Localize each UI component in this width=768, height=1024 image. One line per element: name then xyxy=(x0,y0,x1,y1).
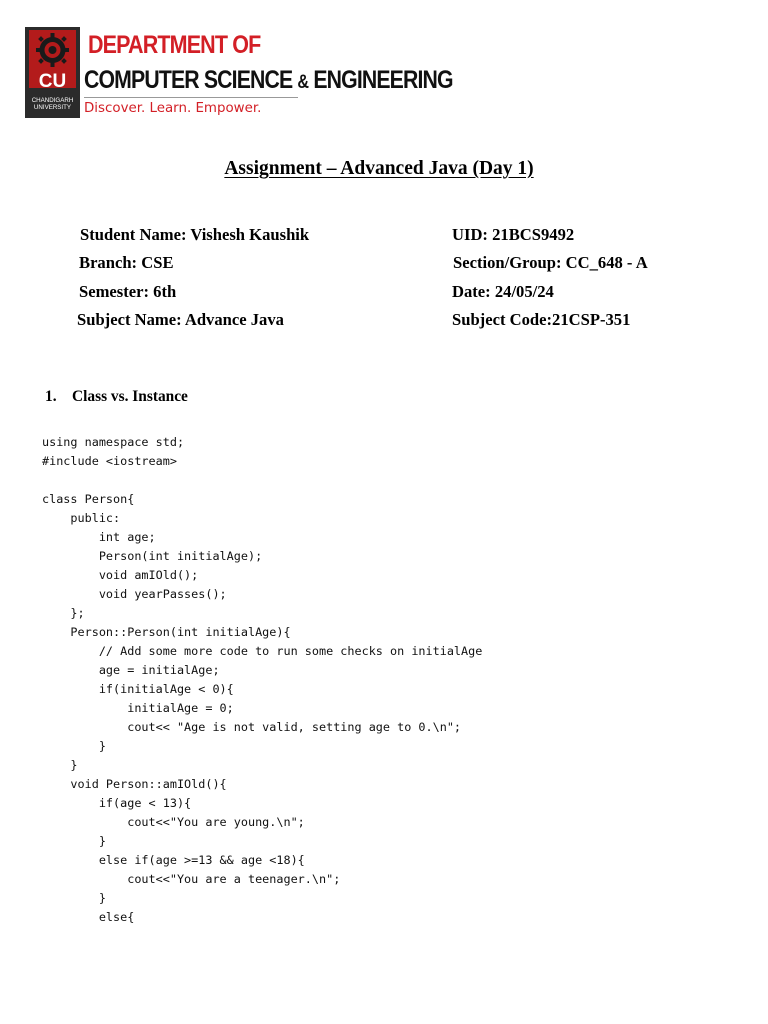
student-section: Section/Group: CC_648 - A xyxy=(453,253,648,272)
code-line: } xyxy=(42,758,78,772)
code-line: } xyxy=(42,739,106,753)
code-line: if(age < 13){ xyxy=(42,796,192,810)
code-line: public: xyxy=(42,511,121,525)
section-heading xyxy=(45,388,188,406)
department-subtitle: COMPUTER SCIENCE & ENGINEERING xyxy=(84,66,453,94)
code-line: void yearPasses(); xyxy=(42,587,227,601)
code-line: else{ xyxy=(42,910,135,924)
student-semester: Semester: 6th xyxy=(79,282,177,301)
code-line: void Person::amIOld(){ xyxy=(42,777,227,791)
code-line: int age; xyxy=(42,530,156,544)
assignment-title: Assignment – Advanced Java (Day 1) xyxy=(224,158,534,179)
code-line xyxy=(42,471,482,490)
subject-name: Subject Name: Advance Java xyxy=(77,310,284,329)
code-line: #include <iostream> xyxy=(42,454,177,468)
code-line: cout<<"You are young.\n"; xyxy=(42,815,305,829)
submission-date: Date: 24/05/24 xyxy=(452,282,554,301)
code-line: } xyxy=(42,891,106,905)
code-line: cout<<"You are a teenager.\n"; xyxy=(42,872,341,886)
student-name: Student Name: Vishesh Kaushik xyxy=(80,225,310,244)
code-line: initialAge = 0; xyxy=(42,701,234,715)
student-branch: Branch: CSE xyxy=(79,253,174,272)
code-line: }; xyxy=(42,606,85,620)
logo-text: CU xyxy=(38,71,67,92)
header-divider xyxy=(84,97,298,98)
section-title: Class vs. Instance xyxy=(72,388,188,405)
code-block xyxy=(42,433,482,927)
code-line: class Person{ xyxy=(42,492,135,506)
code-line: void amIOld(); xyxy=(42,568,199,582)
student-uid: UID: 21BCS9492 xyxy=(452,225,575,244)
code-line: if(initialAge < 0){ xyxy=(42,682,234,696)
university-logo xyxy=(25,27,80,118)
code-line: else if(age >=13 && age <18){ xyxy=(42,853,305,867)
subject-code: Subject Code:21CSP-351 xyxy=(452,310,631,329)
code-line: // Add some more code to run some checks on initialAge xyxy=(42,644,483,658)
logo-subtext: CHANDIGARH UNIVERSITY xyxy=(31,97,74,112)
code-line: Person::Person(int initialAge){ xyxy=(42,625,291,639)
department-title: DEPARTMENT OF xyxy=(88,31,261,59)
code-line: using namespace std; xyxy=(42,435,185,449)
section-number: 1. xyxy=(45,388,57,405)
code-line: age = initialAge; xyxy=(42,663,220,677)
code-line: } xyxy=(42,834,106,848)
tagline: Discover. Learn. Empower. xyxy=(84,101,262,116)
code-line: Person(int initialAge); xyxy=(42,549,263,563)
code-line: cout<< "Age is not valid, setting age to 0.\n"; xyxy=(42,720,462,734)
